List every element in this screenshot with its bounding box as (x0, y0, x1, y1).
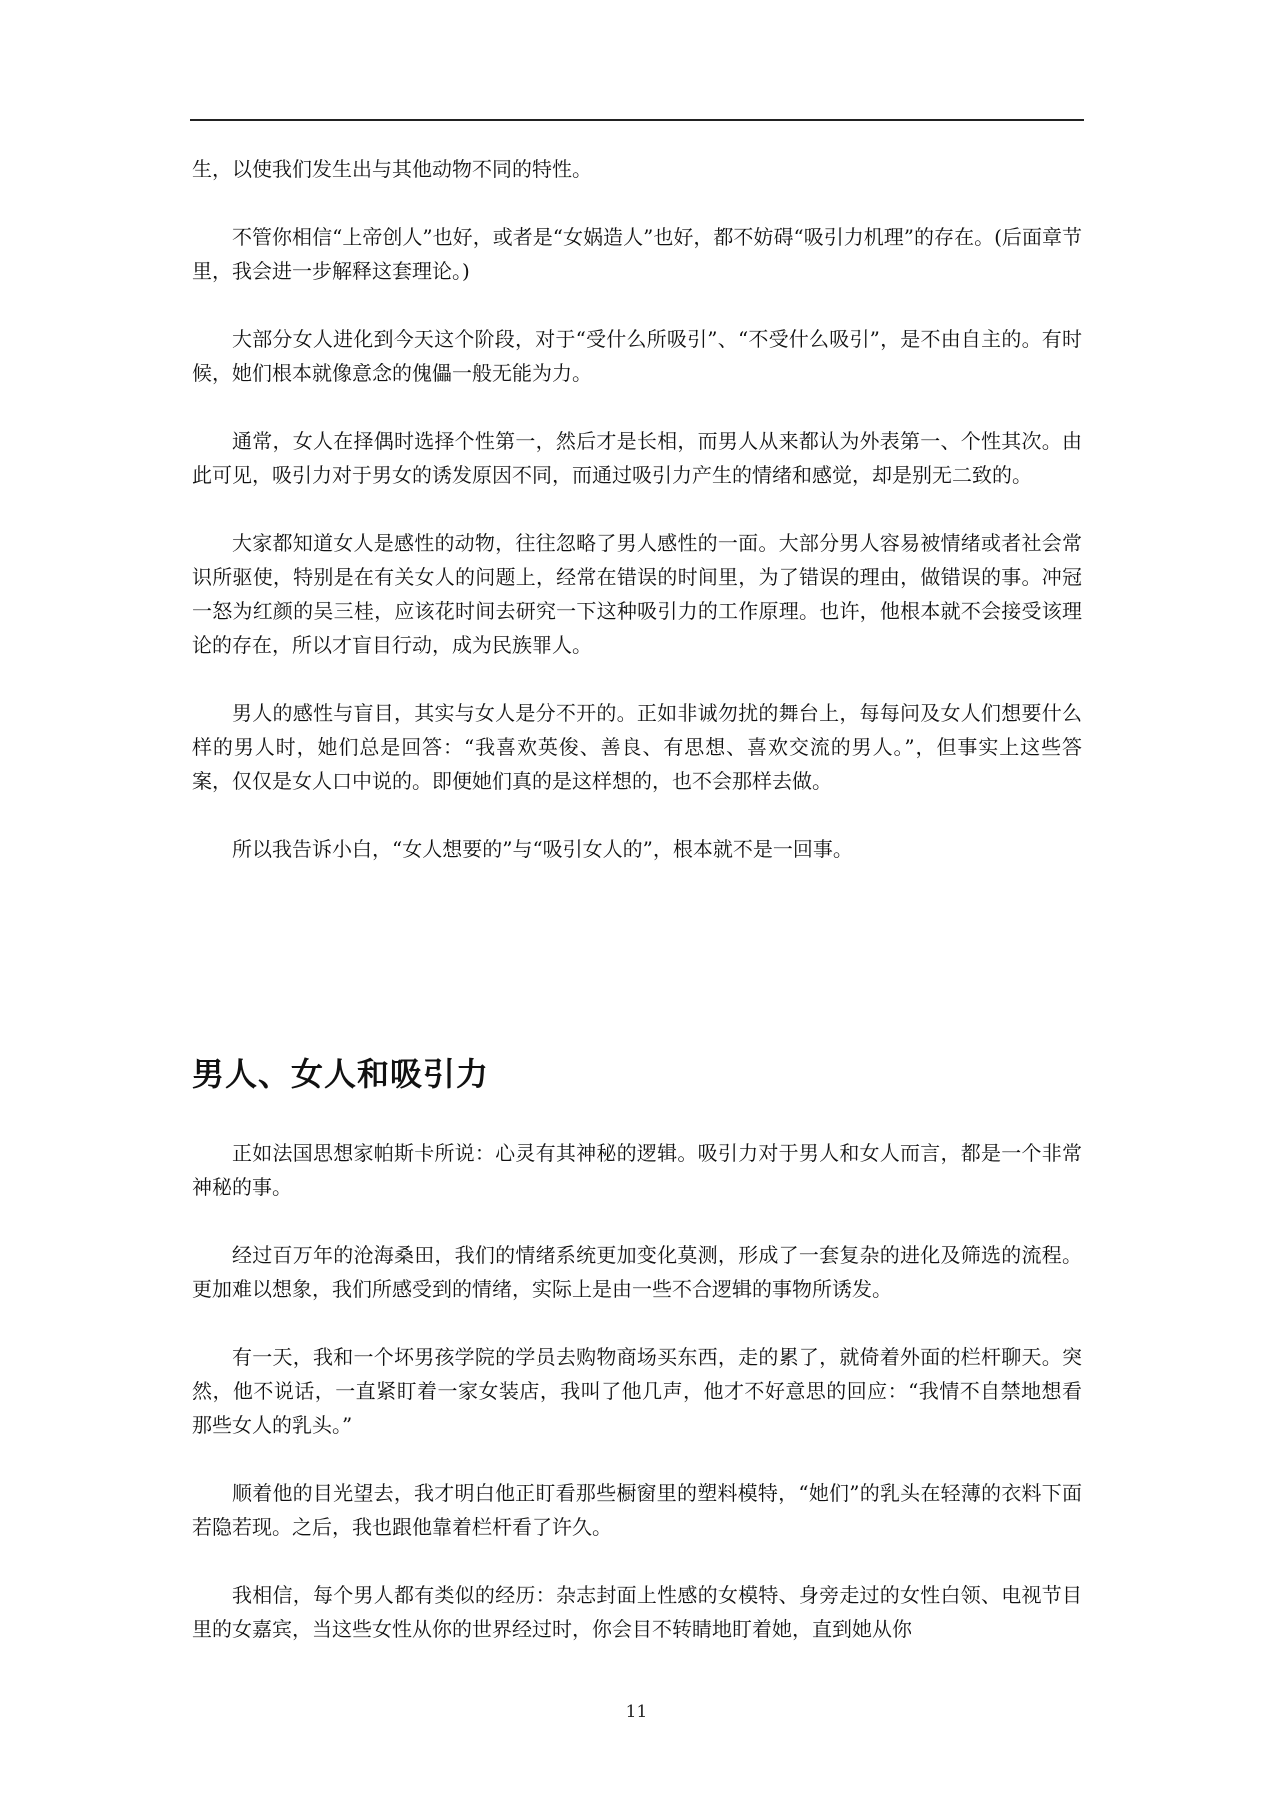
paragraph: 通常，女人在择偶时选择个性第一，然后才是长相，而男人从来都认为外表第一、个性其次。由此可见，吸引力对于男女的诱发原因不同，而通过吸引力产生的情绪和感觉，却是别无二致的。 (192, 429, 1082, 487)
paragraph: 大家都知道女人是感性的动物，往往忽略了男人感性的一面。大部分男人容易被情绪或者社会常识所驱使，特别是在有关女人的问题上，经常在错误的时间里，为了错误的理由，做错误的事。冲冠一怒为红颜的吴三桂，应该花时间去研究一下这种吸引力的工作原理。也许，他根本就不会接受该理论的存在，所以才盲目行动，成为民族罪人。 (192, 531, 1082, 657)
paragraph: 有一天，我和一个坏男孩学院的学员去购物商场买东西，走的累了，就倚着外面的栏杆聊天。突然，他不说话，一直紧盯着一家女装店，我叫了他几声，他才不好意思的回应：“我情不自禁地想看那些女人的乳头。” (192, 1345, 1082, 1437)
section-heading: 男人、女人和吸引力 (192, 1055, 490, 1093)
page-number: 11 (625, 1702, 648, 1722)
paragraph: 不管你相信“上帝创人”也好，或者是“女娲造人”也好，都不妨碍“吸引力机理”的存在。(后面章节里，我会进一步解释这套理论。) (192, 225, 1082, 283)
paragraph: 男人的感性与盲目，其实与女人是分不开的。正如非诚勿扰的舞台上，每每问及女人们想要什么样的男人时，她们总是回答：“我喜欢英俊、善良、有思想、喜欢交流的男人。”，但事实上这些答案，仅仅是女人口中说的。即便她们真的是这样想的，也不会那样去做。 (192, 701, 1082, 793)
paragraph: 顺着他的目光望去，我才明白他正盯看那些橱窗里的塑料模特，“她们”的乳头在轻薄的衣料下面若隐若现。之后，我也跟他靠着栏杆看了许久。 (192, 1481, 1082, 1539)
paragraph: 我相信，每个男人都有类似的经历：杂志封面上性感的女模特、身旁走过的女性白领、电视节目里的女嘉宾，当这些女性从你的世界经过时，你会目不转睛地盯着她，直到她从你 (192, 1583, 1082, 1641)
section-spacer (192, 900, 1082, 1050)
paragraph: 正如法国思想家帕斯卡所说：心灵有其神秘的逻辑。吸引力对于男人和女人而言，都是一个非常神秘的事。 (192, 1141, 1082, 1199)
paragraph: 生，以使我们发生出与其他动物不同的特性。 (192, 157, 592, 181)
paragraph: 大部分女人进化到今天这个阶段，对于“受什么所吸引”、“不受什么吸引”，是不由自主的。有时候，她们根本就像意念的傀儡一般无能为力。 (192, 327, 1082, 385)
paragraph: 经过百万年的沧海桑田，我们的情绪系统更加变化莫测，形成了一套复杂的进化及筛选的流程。更加难以想象，我们所感受到的情绪，实际上是由一些不合逻辑的事物所诱发。 (192, 1243, 1082, 1301)
header-rule (190, 119, 1084, 121)
paragraph: 所以我告诉小白，“女人想要的”与“吸引女人的”，根本就不是一回事。 (232, 837, 853, 861)
page-content (192, 152, 1082, 1680)
